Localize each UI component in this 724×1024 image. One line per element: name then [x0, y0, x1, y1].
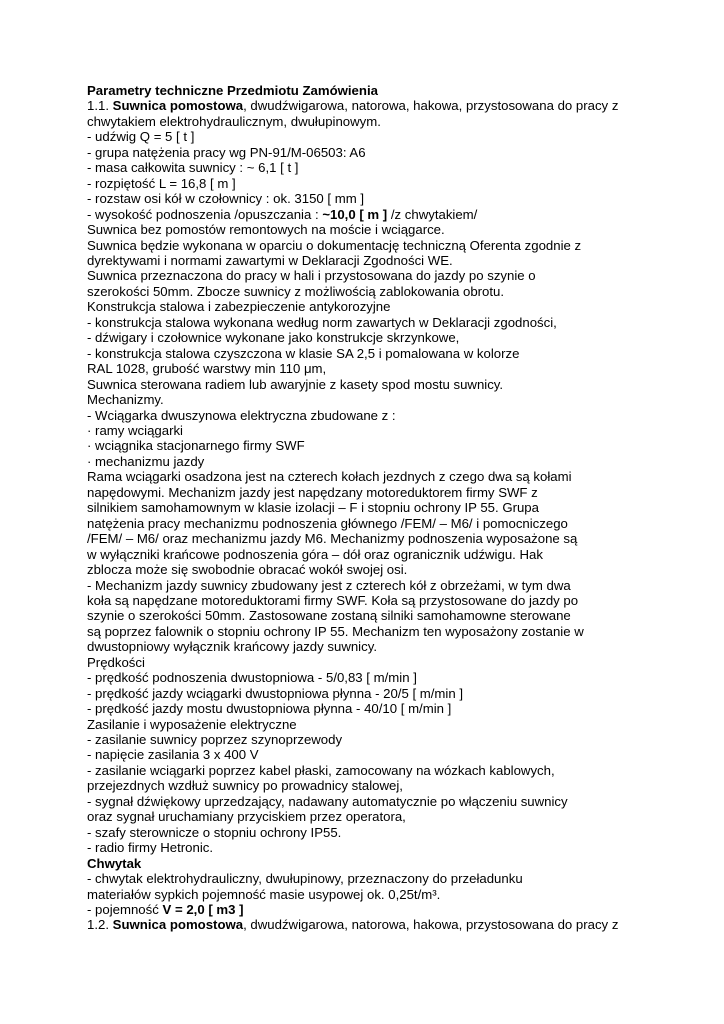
text-line [87, 500, 647, 515]
text-segment: przejezdnych wzdłuż suwnicy po prowadnicy stalowej, [87, 778, 403, 794]
text-segment: - Wciągarka dwuszynowa elektryczna zbudowane z : [87, 407, 396, 423]
text-segment: 1.2. [87, 917, 113, 933]
text-line [87, 547, 647, 562]
text-line [87, 794, 647, 809]
text-segment: dyrektywami i normami zawartymi w Deklaracji Zgodności WE. [87, 252, 453, 268]
text-segment: silnikiem samohamownym w klasie izolacji – F i stopniu ochrony IP 55. Grupa [87, 500, 539, 516]
text-segment: - pojemność [87, 902, 163, 918]
text-line [87, 83, 647, 98]
text-segment: - rozpiętość L = 16,8 [ m ] [87, 175, 236, 191]
text-segment: Mechanizmy. [87, 392, 164, 408]
bold-text: Parametry techniczne Przedmiotu Zamówienia [87, 83, 378, 98]
text-line [87, 778, 647, 793]
text-segment: chwytakiem elektrohydraulicznym, dwułupinowym. [87, 113, 381, 129]
text-segment: Zasilanie i wyposażenie elektryczne [87, 716, 297, 732]
text-segment: Rama wciągarki osadzona jest na czterech kołach jezdnych z czego dwa są kołami [87, 469, 572, 485]
text-segment: natężenia pracy mechanizmu podnoszenia głównego /FEM/ – M6/ i pomocniczego [87, 515, 568, 531]
document-page [87, 83, 647, 933]
text-line [87, 840, 647, 855]
text-line [87, 114, 647, 129]
text-line [87, 207, 647, 222]
text-segment: - radio firmy Hetronic. [87, 840, 214, 856]
text-line [87, 160, 647, 175]
text-line [87, 856, 647, 871]
text-segment: /z chwytakiem/ [387, 206, 478, 222]
text-segment: - prędkość podnoszenia dwustopniowa - 5/0,83 [ m/min ] [87, 670, 417, 686]
text-segment: - konstrukcja stalowa czyszczona w klasie SA 2,5 i pomalowana w kolorze [87, 345, 520, 361]
bold-text: Chwytak [87, 855, 142, 871]
text-line [87, 608, 647, 623]
text-segment: Konstrukcja stalowa i zabezpieczenie antykorozyjne [87, 299, 391, 315]
text-line [87, 377, 647, 392]
text-segment: - prędkość jazdy wciągarki dwustopniowa płynna - 20/5 [ m/min ] [87, 685, 464, 701]
text-segment: Prędkości [87, 654, 145, 670]
text-segment: szynie o szerokości 50mm. Zastosowane zostaną silniki samohamowne sterowane [87, 608, 571, 624]
text-line [87, 222, 647, 237]
text-segment: · mechanizmu jazdy [87, 453, 205, 469]
text-segment: - napięcie zasilania 3 x 400 V [87, 747, 259, 763]
text-line [87, 268, 647, 283]
text-line [87, 670, 647, 685]
text-line [87, 438, 647, 453]
text-segment: - grupa natężenia pracy wg PN-91/M-06503: A6 [87, 144, 366, 160]
text-segment: 1.1. [87, 98, 113, 114]
text-segment: - chwytak elektrohydrauliczny, dwułupinowy, przeznaczony do przeładunku [87, 871, 523, 887]
text-line [87, 732, 647, 747]
text-segment: Suwnica sterowana radiem lub awaryjnie z kasety spod mostu suwnicy. [87, 376, 504, 392]
text-line [87, 639, 647, 654]
text-line [87, 516, 647, 531]
text-line [87, 701, 647, 716]
text-segment: w wyłączniki krańcowe podnoszenia góra – dół oraz ogranicznik udźwigu. Hak [87, 546, 543, 562]
text-line [87, 871, 647, 886]
text-line [87, 562, 647, 577]
text-segment: , dwudźwigarowa, natorowa, hakowa, przystosowana do pracy z [243, 98, 619, 114]
text-segment: są poprzez falownik o stopniu ochrony IP 55. Mechanizm ten wyposażony zostanie w [87, 623, 584, 639]
bold-text: Suwnica pomostowa [112, 98, 244, 114]
text-segment: oraz sygnał uruchamiany przyciskiem przez operatora, [87, 809, 406, 825]
text-line [87, 747, 647, 762]
text-line [87, 284, 647, 299]
text-line [87, 176, 647, 191]
text-line [87, 655, 647, 670]
text-line [87, 809, 647, 824]
text-line [87, 593, 647, 608]
text-segment: koła są napędzane motoreduktorami firmy SWF. Koła są przystosowane do jazdy po [87, 592, 579, 608]
text-line [87, 763, 647, 778]
bold-text: V = 2,0 [ m3 ] [162, 902, 244, 918]
text-segment: RAL 1028, grubość warstwy min 110 μm, [87, 361, 327, 377]
text-line [87, 531, 647, 546]
text-line [87, 686, 647, 701]
text-segment: - dźwigary i czołownice wykonane jako konstrukcje skrzynkowe, [87, 330, 460, 346]
text-line [87, 145, 647, 160]
text-line [87, 392, 647, 407]
text-line [87, 361, 647, 376]
text-line [87, 253, 647, 268]
text-segment: /FEM/ – M6/ oraz mechanizmu jazdy M6. Mechanizmy podnoszenia wyposażone są [87, 531, 578, 547]
text-line [87, 887, 647, 902]
text-segment: Suwnica przeznaczona do pracy w hali i przystosowana do jazdy po szynie o [87, 268, 536, 284]
text-segment: - konstrukcja stalowa wykonana według norm zawartych w Deklaracji zgodności, [87, 314, 557, 330]
text-segment: zblocza może się swobodnie obracać wokół swojej osi. [87, 562, 408, 578]
text-segment: Suwnica będzie wykonana w oparciu o dokumentację techniczną Oferenta zgodnie z [87, 237, 582, 253]
text-line [87, 469, 647, 484]
text-line [87, 346, 647, 361]
text-line [87, 315, 647, 330]
text-line [87, 129, 647, 144]
text-line [87, 902, 647, 917]
text-segment: - rozstaw osi kół w czołownicy : ok. 3150 [ mm ] [87, 191, 365, 207]
bold-text: ~10,0 [ m ] [322, 206, 388, 222]
text-segment: - Mechanizm jazdy suwnicy zbudowany jest z czterech kół z obrzeżami, w tym dwa [87, 577, 571, 593]
text-segment: · ramy wciągarki [87, 422, 183, 438]
text-line [87, 624, 647, 639]
text-segment: - zasilanie wciągarki poprzez kabel płaski, zamocowany na wózkach kablowych, [87, 762, 555, 778]
text-segment: - sygnał dźwiękowy uprzedzający, nadawany automatycznie po włączeniu suwnicy [87, 793, 568, 809]
text-segment: - udźwig Q = 5 [ t ] [87, 129, 195, 145]
text-segment: dwustopniowy wyłącznik krańcowy jazdy suwnicy. [87, 639, 377, 655]
text-segment: - zasilanie suwnicy poprzez szynoprzewody [87, 732, 343, 748]
text-line [87, 238, 647, 253]
text-segment: - wysokość podnoszenia /opuszczania : [87, 206, 323, 222]
text-line [87, 917, 647, 932]
text-segment: napędowymi. Mechanizm jazdy jest napędzany motoreduktorem firmy SWF z [87, 484, 538, 500]
text-line [87, 408, 647, 423]
text-segment: materiałów sypkich pojemność masie usypowej ok. 0,25t/m³. [87, 886, 441, 902]
text-segment: - masa całkowita suwnicy : ~ 6,1 [ t ] [87, 160, 299, 176]
bold-text: Suwnica pomostowa [112, 917, 244, 933]
text-line [87, 330, 647, 345]
text-line [87, 454, 647, 469]
text-line [87, 299, 647, 314]
text-line [87, 717, 647, 732]
text-segment: szerokości 50mm. Zbocze suwnicy z możliwością zablokowania obrotu. [87, 283, 505, 299]
text-line [87, 485, 647, 500]
text-segment: Suwnica bez pomostów remontowych na moście i wciągarce. [87, 222, 445, 238]
text-segment: , dwudźwigarowa, natorowa, hakowa, przystosowana do pracy z [243, 917, 619, 933]
text-line [87, 423, 647, 438]
text-line [87, 578, 647, 593]
text-line [87, 191, 647, 206]
text-line [87, 825, 647, 840]
text-line [87, 98, 647, 113]
text-segment: - prędkość jazdy mostu dwustopniowa płynna - 40/10 [ m/min ] [87, 701, 452, 717]
text-segment: · wciągnika stacjonarnego firmy SWF [87, 438, 305, 454]
text-segment: - szafy sterownicze o stopniu ochrony IP55. [87, 824, 342, 840]
